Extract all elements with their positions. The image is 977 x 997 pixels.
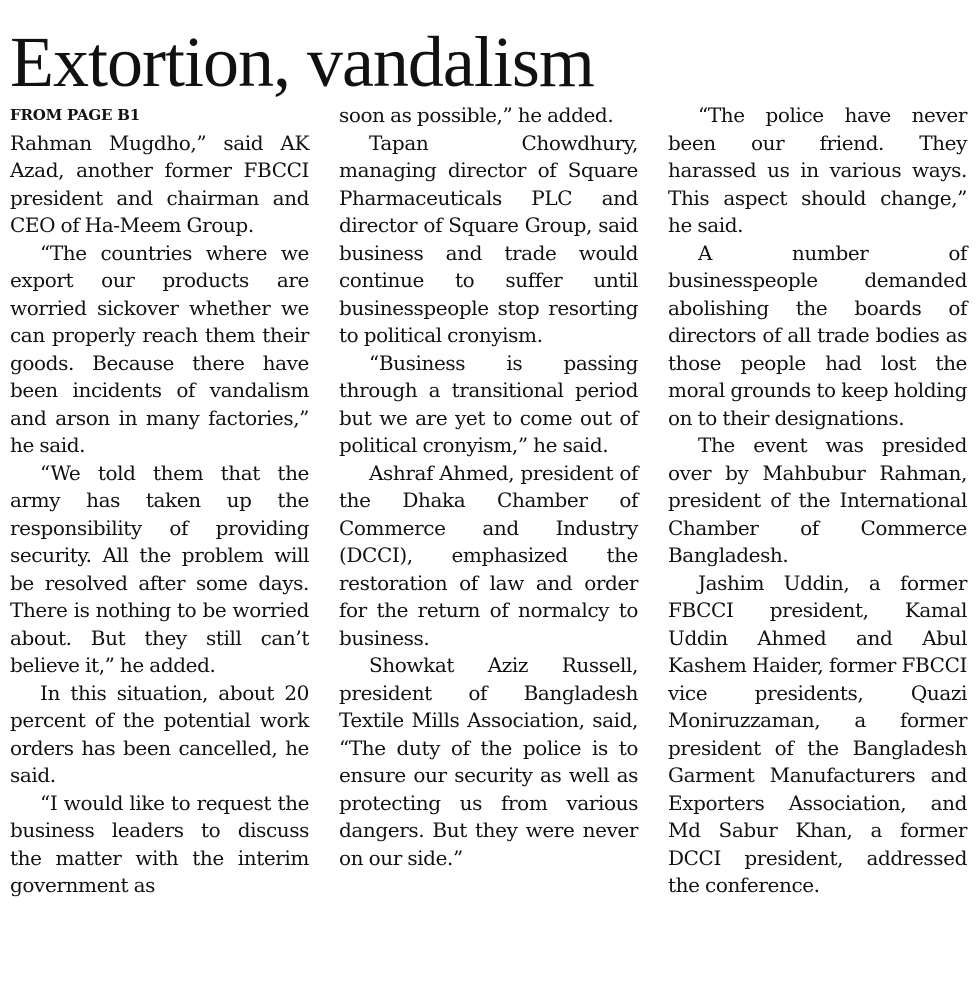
paragraph: Jashim Uddin, a former FBCCI president, Kamal Uddin Ahmed and Abul Kashem Haider, former FBCCI vice presidents, Quazi Moniruzzaman, a former president of the Bangladesh Garment Manufacturers and Exporters Association, and Md Sabur Khan, a former DCCI president, addressed the conference. <box>668 570 967 897</box>
paragraph: Tapan Chowdhury, managing director of Square Pharmaceuticals PLC and director of Square Group, said business and trade would continue to suffer until businesspeople stop resorting to political cronyism. <box>339 130 638 347</box>
paragraph: The event was presided over by Mahbubur Rahman, president of the International Chamber of Commerce Bangladesh. <box>668 433 967 567</box>
article-column-3 <box>668 102 967 900</box>
paragraph: soon as possible,” he added. <box>339 103 614 127</box>
article-column-1 <box>10 102 309 900</box>
paragraph: “The police have never been our friend. They harassed us in various ways. This aspect should change,” he said. <box>668 103 967 237</box>
headline: Extortion, vandalism <box>10 22 594 102</box>
article-column-2 <box>339 102 638 872</box>
paragraph: “Business is passing through a transitional period but we are yet to come out of political cronyism,” he said. <box>339 350 638 457</box>
paragraph: Showkat Aziz Russell, president of Bangladesh Textile Mills Association, said, “The duty of the police is to ensure our security as well as protecting us from various dangers. But they were never on our side.” <box>339 653 638 870</box>
continuation-kicker: FROM PAGE B1 <box>10 106 141 124</box>
paragraph: Ashraf Ahmed, president of the Dhaka Chamber of Commerce and Industry (DCCI), emphasized the restoration of law and order for the return of normalcy to business. <box>339 460 638 650</box>
paragraph: A number of businesspeople demanded abolishing the boards of directors of all trade bodies as those people had lost the moral grounds to keep holding on to their designations. <box>668 240 967 430</box>
paragraph: Rahman Mugdho,” said AK Azad, another former FBCCI president and chairman and CEO of Ha-Meem Group. <box>10 130 309 237</box>
paragraph: “I would like to request the business leaders to discuss the matter with the interim government as <box>10 790 309 897</box>
paragraph: “We told them that the army has taken up the responsibility of providing security. All the problem will be resolved after some days. There is nothing to be worried about. But they still can’t believe it,” he added. <box>10 460 309 677</box>
paragraph: “The countries where we export our products are worried sickover whether we can properly reach them their goods. Because there have been incidents of vandalism and arson in many factories,” he said. <box>10 240 309 457</box>
paragraph: In this situation, about 20 percent of the potential work orders has been cancelled, he said. <box>10 680 309 787</box>
